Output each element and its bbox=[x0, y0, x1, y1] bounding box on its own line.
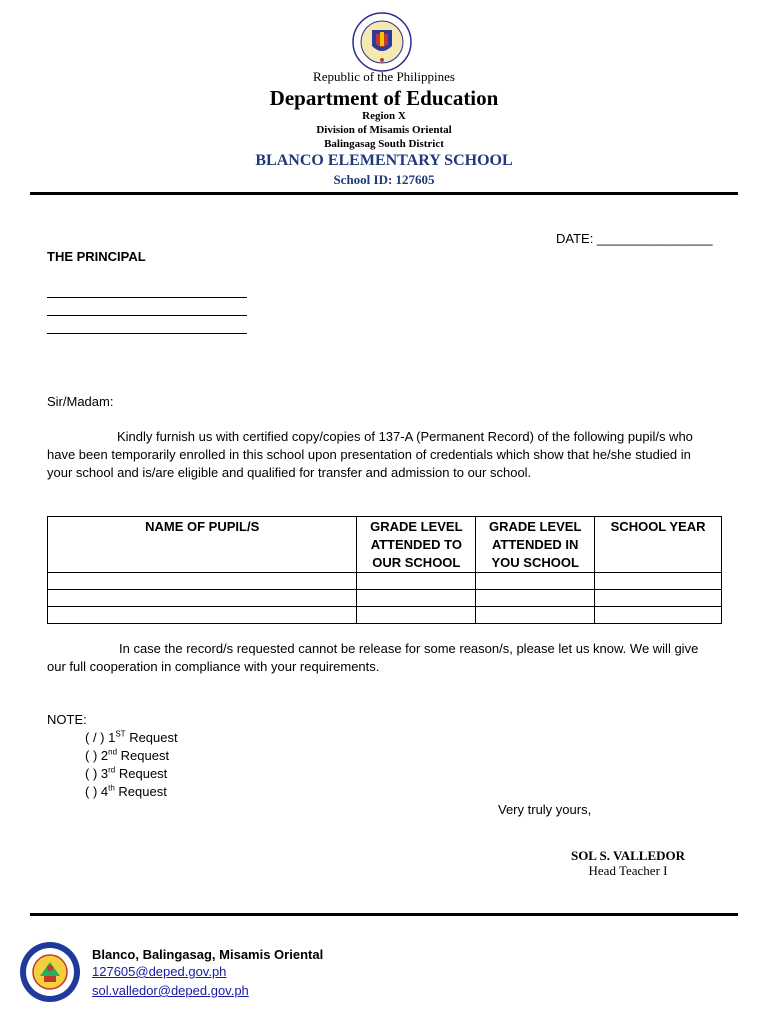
head-email-link[interactable]: sol.valledor@deped.gov.ph bbox=[92, 983, 249, 998]
table-cell[interactable] bbox=[476, 573, 595, 590]
footer-address: Blanco, Balingasag, Misamis Oriental bbox=[92, 947, 324, 962]
request-item: ( ) 4th Request bbox=[85, 783, 167, 799]
district-line: Balingasag South District bbox=[324, 138, 444, 150]
table-header-row bbox=[48, 517, 722, 573]
column-header: GRADE LEVEL ATTENDED TO OUR SCHOOL bbox=[357, 517, 476, 573]
table-cell[interactable] bbox=[595, 590, 722, 607]
salutation: Sir/Madam: bbox=[47, 394, 114, 409]
table-row bbox=[48, 590, 722, 607]
table-cell[interactable] bbox=[595, 573, 722, 590]
footer-divider bbox=[30, 913, 738, 916]
school-email-link[interactable]: 127605@deped.gov.ph bbox=[92, 964, 227, 979]
division-line: Division of Misamis Oriental bbox=[316, 124, 452, 136]
address-blank-line bbox=[47, 315, 247, 316]
date-field: DATE: ________________ bbox=[556, 231, 713, 246]
column-header: NAME OF PUPIL/S bbox=[48, 517, 357, 573]
table-cell[interactable] bbox=[595, 607, 722, 624]
address-blank-line bbox=[47, 333, 247, 334]
request-item: ( ) 3rd Request bbox=[85, 765, 168, 781]
signatory-name: SOL S. VALLEDOR bbox=[570, 848, 686, 863]
table-cell[interactable] bbox=[48, 573, 357, 590]
table-cell[interactable] bbox=[48, 607, 357, 624]
table-cell[interactable] bbox=[48, 590, 357, 607]
table-cell[interactable] bbox=[357, 590, 476, 607]
request-item: ( ) 2nd Request bbox=[85, 747, 170, 763]
school-logo bbox=[18, 940, 82, 1004]
deped-seal bbox=[352, 12, 412, 72]
header-divider bbox=[30, 192, 738, 195]
request-item: ( / ) 1ST Request bbox=[85, 729, 178, 745]
address-blank-line bbox=[47, 297, 247, 298]
recipient: THE PRINCIPAL bbox=[47, 249, 146, 264]
school-name: BLANCO ELEMENTARY SCHOOL bbox=[255, 152, 513, 169]
column-header: GRADE LEVEL ATTENDED IN YOU SCHOOL bbox=[476, 517, 595, 573]
region-line: Region X bbox=[362, 110, 406, 122]
table-cell[interactable] bbox=[357, 607, 476, 624]
closing-paragraph: In case the record/s requested cannot be release for some reason/s, please let us know. We will give our full cooperation in compliance with your requirements. bbox=[47, 641, 699, 674]
school-id: School ID: 127605 bbox=[333, 172, 435, 187]
sign-off: Very truly yours, bbox=[498, 802, 592, 817]
department-title: Department of Education bbox=[269, 86, 499, 110]
table-cell[interactable] bbox=[476, 607, 595, 624]
table-row bbox=[48, 607, 722, 624]
signatory-title: Head Teacher I bbox=[588, 863, 668, 878]
note-label: NOTE: bbox=[47, 712, 87, 727]
table-cell[interactable] bbox=[357, 573, 476, 590]
column-header: SCHOOL YEAR bbox=[595, 517, 722, 573]
republic-line: Republic of the Philippines bbox=[313, 69, 455, 84]
body-paragraph: Kindly furnish us with certified copy/copies of 137-A (Permanent Record) of the following pupil/s who have been temporarily enrolled in this school upon presentation of credentials which show that he/she studied in your school and is/are eligible and qualified for transfer and admission to our school. bbox=[47, 429, 693, 480]
table-cell[interactable] bbox=[476, 590, 595, 607]
table-row bbox=[48, 573, 722, 590]
records-table bbox=[47, 516, 722, 624]
